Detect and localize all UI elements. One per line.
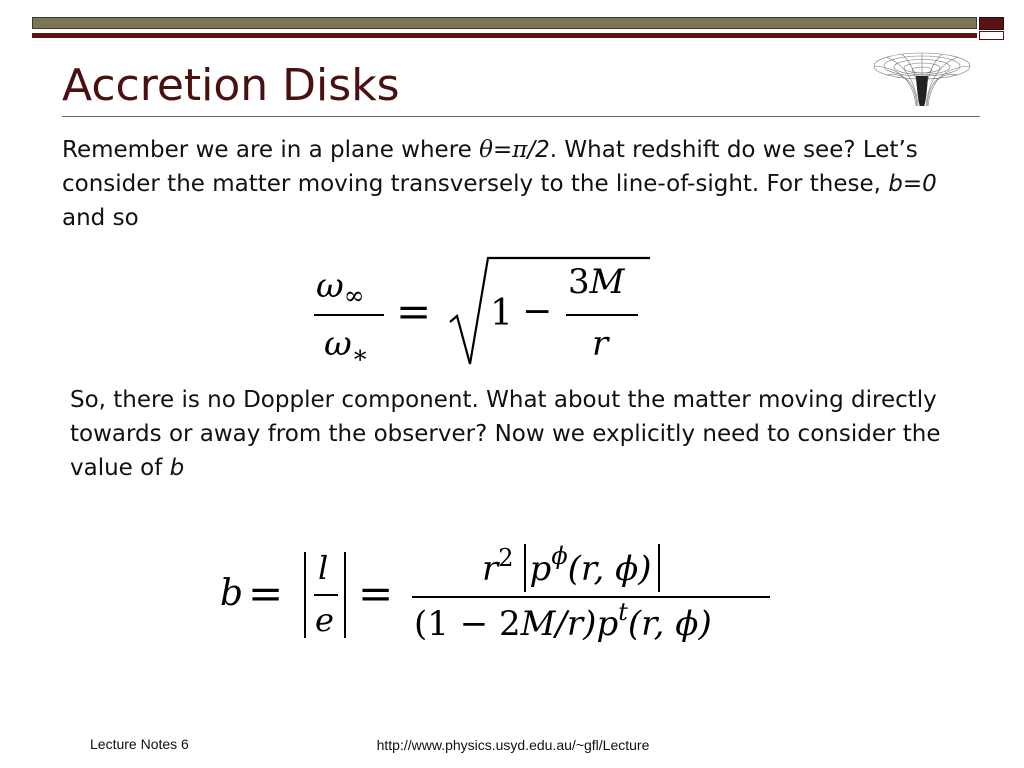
eq1-lhs-numerator: [316, 266, 365, 310]
eq1-rhs-numerator: [568, 264, 624, 300]
three: 3: [568, 262, 590, 302]
eq2-equals-first: =: [248, 569, 284, 618]
paragraph-doppler-text: So, there is no Doppler component. What about the matter moving directly towards or away from the observer? Now we explicitly need to consider the value of: [70, 387, 941, 481]
header-corner-square: [979, 31, 1004, 40]
eq2-over-r: /r): [555, 604, 597, 644]
abs-bar-left: [304, 552, 306, 638]
eq2-mass: M: [520, 604, 556, 644]
eq2-equals-second: =: [358, 569, 394, 618]
curved-spacetime-funnel-icon: [872, 46, 972, 108]
eq2-abs-close: [658, 544, 660, 592]
eq2-abs-open: [524, 544, 526, 592]
eq1-lhs-fraction-bar: [314, 314, 384, 316]
footer-url[interactable]: http://www.physics.usyd.edu.au/~gfl/Lecture: [376, 737, 650, 753]
eq1-one: 1: [490, 293, 513, 334]
eq1-minus: −: [522, 291, 553, 332]
eq2-args-numerator: (r, ϕ): [567, 549, 652, 589]
pi-symbol: π: [512, 137, 528, 163]
eq1-rhs-fraction-bar: [566, 314, 638, 316]
eq2-phi-superscript: ϕ: [551, 542, 568, 570]
paragraph-intro: [62, 133, 962, 235]
eq2-p-denominator: p: [596, 604, 619, 644]
eq2-t-superscript: t: [618, 598, 628, 626]
slide-title: Accretion Disks: [62, 60, 400, 111]
eq2-main-fraction-bar: [412, 596, 770, 598]
paragraph-intro-text-a: Remember we are in a plane where: [62, 137, 480, 163]
eq2-denominator-start: (1 − 2: [414, 604, 521, 644]
over-two: /2: [527, 137, 550, 163]
header-bar: [32, 17, 977, 29]
eq2-le-fraction-bar: [314, 594, 338, 596]
eq2-denominator: [414, 598, 712, 647]
infinity-subscript: ∞: [343, 281, 365, 310]
omega-symbol: ω: [324, 324, 352, 364]
paragraph-intro-text-b: . What redshift do we see? Let’s consider the matter moving transversely to the line-of-sight. For these,: [62, 137, 918, 197]
eq1-lhs-denominator: [324, 324, 369, 369]
paragraph-intro-text-c: and so: [62, 205, 139, 231]
header-underline: [32, 33, 977, 38]
omega-symbol: ω: [316, 266, 344, 306]
title-divider: [62, 116, 980, 117]
equals-sign: =: [492, 137, 513, 163]
redshift-equation: [312, 256, 652, 368]
eq2-l: l: [318, 549, 329, 587]
eq2-r: r: [482, 549, 499, 589]
eq2-b: b: [220, 573, 244, 614]
mass-symbol: M: [589, 262, 625, 302]
star-subscript: ∗: [351, 340, 369, 369]
radius-symbol: r: [592, 324, 609, 364]
eq2-p: p: [529, 549, 552, 589]
eq2-e: e: [315, 601, 334, 639]
impact-parameter-equation: [218, 530, 778, 652]
header-corner-block: [979, 17, 1004, 30]
b-symbol: b: [169, 455, 185, 481]
paragraph-doppler: [70, 383, 970, 485]
b-zero: b=0: [888, 171, 937, 197]
eq2-squared: 2: [498, 544, 514, 572]
eq2-args-denominator: (r, ϕ): [627, 604, 712, 644]
theta-symbol: θ: [479, 137, 493, 163]
footer-lecture-notes: Lecture Notes 6: [90, 736, 189, 752]
abs-bar-right: [344, 552, 346, 638]
eq2-numerator: [482, 544, 660, 592]
eq1-equals: =: [396, 287, 432, 336]
